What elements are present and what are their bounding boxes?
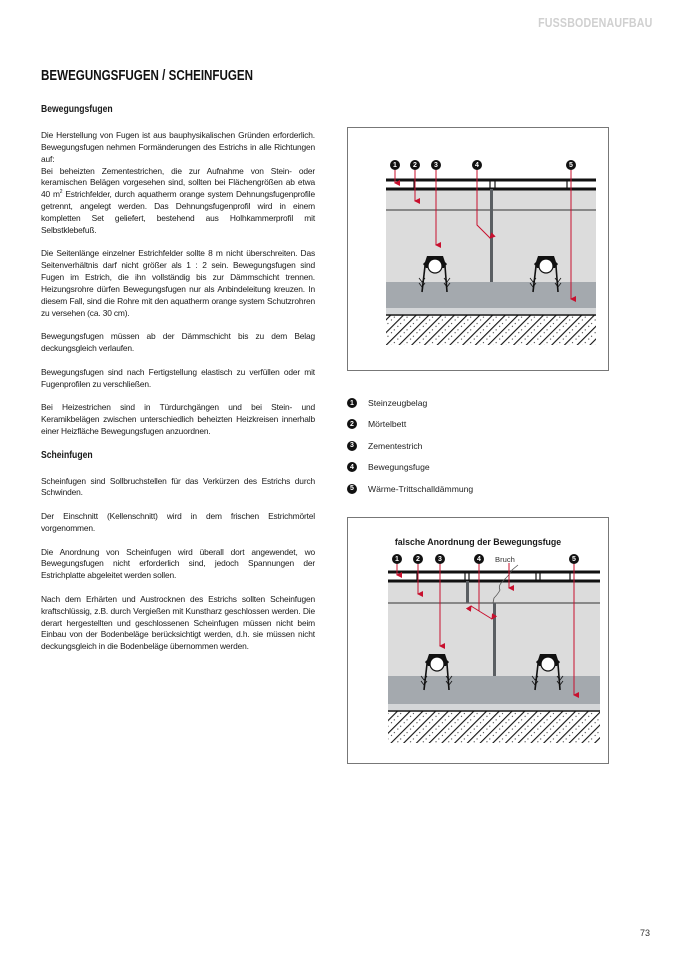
marker-5: 5 [566,160,576,170]
page-title: BEWEGUNGSFUGEN / SCHEINFUGEN [41,68,254,84]
paragraph: Bewegungsfugen sind nach Fertigstellung elastisch zu verfüllen oder mit Fugenprofilen zu verschließen. [41,366,315,389]
number-badge-icon: 5 [347,484,357,494]
paragraph: Bewegungsfugen müssen ab der Dämmschicht bis zu dem Belag deckungsgleich verlaufen. [41,331,315,354]
legend-item [347,462,547,472]
legend-label: Mörtelbett [368,419,407,430]
insulation-layer [388,676,600,704]
crack-label: Bruch [495,555,515,564]
legend-item [347,441,547,451]
number-badge-icon: 3 [347,441,357,451]
legend-item [347,398,547,408]
marker-2: 2 [410,160,420,170]
joint-upper [466,581,469,603]
marker-1: 1 [392,554,402,564]
figure-title: falsche Anordnung der Bewegungsfuge [394,537,562,547]
paragraph-text: Estrichfelder, durch aquatherm orange system Dehnungsfugenprofile getrennt, angelegt werden. Das Dehnungsfugenprofil wird in einem kompletten Set geliefert, bestehend aus Holhkammerprofil mit Selbstklebefuß. [41,189,315,235]
legend-label: Wärme-Trittschalldämmung [368,483,474,494]
paragraph: Die Seitenlänge einzelner Estrichfelder sollte 8 m nicht überschreiten. Das Seitenverhältnis darf nicht größer als 1 : 2 sein. Bewegungsfugen sind Fugen im Estrich, die ihn vollständig bis zur Dämmschicht trennen. Heizungsrohre dürfen Bewegungsfugen nur als Anbindeleitung kreuzen. In diesem Fall, sind die Rohre mit den aquatherm orange system Schutzrohren zu versehen (ca. 30 cm). [41,248,315,318]
figure-correct-joint [347,127,609,371]
joint-lower [493,603,496,676]
unit-superscript: 2 [59,189,63,196]
marker-2: 2 [413,554,423,564]
movement-joint [490,189,493,282]
number-badge-icon: 4 [347,462,357,472]
paragraph: Die Anordnung von Scheinfugen wird überall dort angewendet, wo Bewegungsfugen nicht erforderlich sind, jedoch Spannungen der Estrichplatte abgeleitet werden sollen. [41,546,315,581]
paragraph-text: Bei beheizten Zementestrichen, die zur Aufnahme von Stein- oder keramischen Belägen vorgesehen sind, sollten bei Flächengrößen ab etwa 40 [41,165,315,200]
marker-3: 3 [435,554,445,564]
legend-label: Bewegungsfuge [368,462,430,473]
subheading-scheinfugen: Scheinfugen [41,449,93,461]
paragraph-text: Die Herstellung von Fugen ist aus bauphysikalischen Gründen erforderlich. Bewegungsfugen nehmen Formänderungen des Estrichs in alle Richtungen auf: [41,130,315,164]
insulation-layer [386,282,596,308]
legend-item [347,484,547,494]
paragraph: Bei Heizestrichen sind in Türdurchgängen und bei Stein- und Keramikbelägen zwischen unterschiedlich beheizten Heizkreisen innerhalb einer Heizfläche Bewegungsfugen anzuordnen. [41,402,315,436]
legend-label: Steinzeugbelag [368,398,428,408]
text-column [41,104,315,665]
marker-3: 3 [431,160,441,170]
page-number: 73 [639,928,650,938]
concrete-base [388,711,600,743]
concrete-base [386,315,596,345]
figure-wrong-joint [347,517,609,764]
paragraph: Nach dem Erhärten und Austrocknen des Estrichs sollten Scheinfugen kraftschlüssig, z.B. durch Vergießen mit Kunstharz geschlossen werden. Die derart hergestellten und geschlossenen Scheinfugen müssen nicht beim Einbau von der Bodenbeläge berücksichtigt werden, d.h. sie müssen nicht deckungsgleich in die Bodenbeläge übernommen werden. [41,593,315,652]
number-badge-icon: 1 [347,398,357,408]
marker-1: 1 [390,160,400,170]
subheading-bewegungsfugen: Bewegungsfugen [41,104,113,115]
paragraph [41,130,315,237]
legend-item [347,419,547,429]
marker-4: 4 [472,160,482,170]
paragraph: Scheinfugen sind Sollbruchstellen für das Verkürzen des Estrichs durch Schwinden. [41,475,315,498]
paragraph: Der Einschnitt (Kellenschnitt) wird in dem frischen Estrichmörtel vorgenommen. [41,511,315,533]
number-badge-icon: 2 [347,419,357,429]
section-header: FUSSBODENAUFBAU [537,15,652,30]
unit: m [52,189,60,200]
marker-5: 5 [569,554,579,564]
legend [347,398,547,505]
legend-label: Zementestrich [368,440,423,451]
marker-4: 4 [474,554,484,564]
